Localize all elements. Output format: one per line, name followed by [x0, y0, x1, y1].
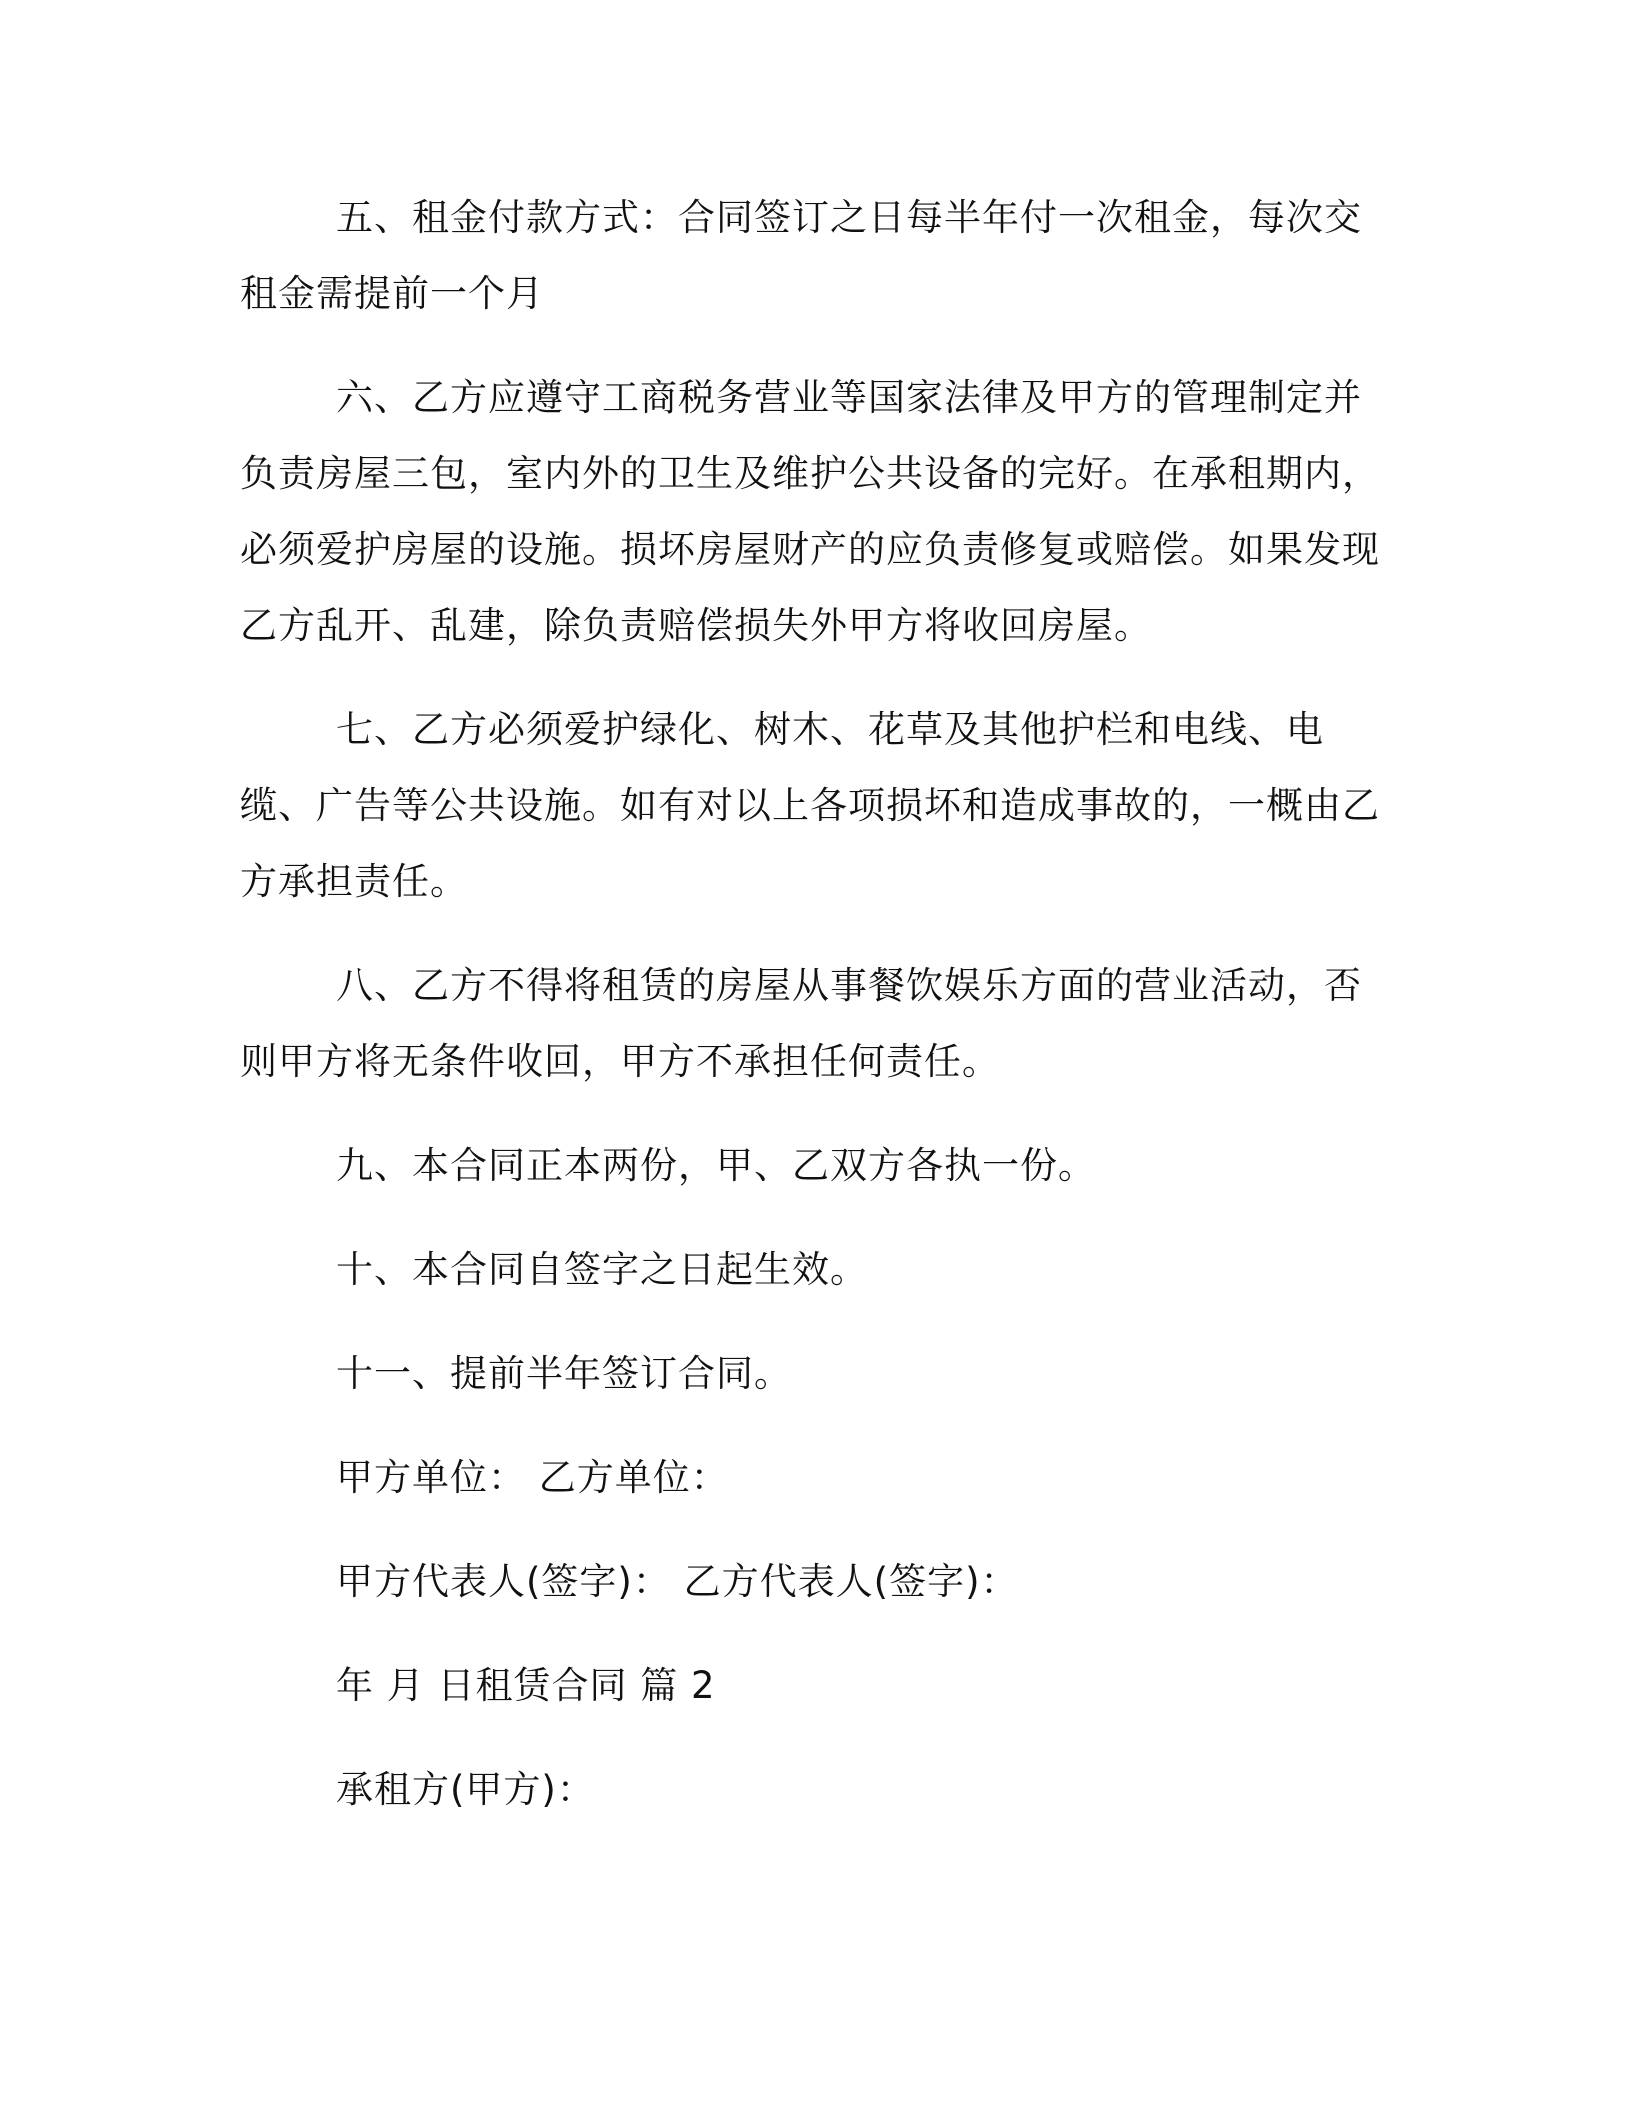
paragraph-gap [240, 1620, 1390, 1648]
paragraph-gap [240, 1516, 1390, 1544]
lessee-party-a-line: 承租方(甲方)： [336, 1768, 595, 1811]
clause-6-obligations: 六、乙方应遵守工商税务营业等国家法律及甲方的管理制定并负责房屋三包，室内外的卫生及维护公共设备的完好。在承租期内，必须爱护房屋的设施。损坏房屋财产的应负责修复或赔偿。如果发现乙方乱开、乱建，除负责赔偿损失外甲方将收回房屋。 [240, 376, 1380, 647]
party-units-line: 甲方单位： 乙方单位： [336, 1456, 729, 1499]
paragraph-gap [240, 1412, 1390, 1440]
paragraph-gap [240, 1724, 1390, 1752]
clause-11-renewal: 十一、提前半年签订合同。 [336, 1352, 792, 1395]
paragraph-gap [240, 1100, 1390, 1128]
paragraph-gap [240, 920, 1390, 948]
paragraph-gap [240, 1204, 1390, 1232]
paragraph-gap [240, 1308, 1390, 1336]
document-body [240, 180, 1390, 1828]
clause-10-effective: 十、本合同自签字之日起生效。 [336, 1248, 868, 1291]
clause-9-copies: 九、本合同正本两份，甲、乙双方各执一份。 [336, 1144, 1096, 1187]
clause-8-business-restriction: 八、乙方不得将租赁的房屋从事餐饮娱乐方面的营业活动，否则甲方将无条件收回，甲方不承担任何责任。 [240, 964, 1362, 1083]
party-representatives-line: 甲方代表人(签字)： 乙方代表人(签字)： [336, 1560, 1019, 1603]
paragraph-gap [240, 332, 1390, 360]
date-and-next-contract-heading: 年 月 日租赁合同 篇 2 [336, 1664, 716, 1707]
paragraph-gap [240, 664, 1390, 692]
clause-7-public-facilities: 七、乙方必须爱护绿化、树木、花草及其他护栏和电线、电缆、广告等公共设施。如有对以上各项损坏和造成事故的，一概由乙方承担责任。 [240, 708, 1380, 903]
clause-5-rent-payment: 五、租金付款方式：合同签订之日每半年付一次租金，每次交租金需提前一个月 [240, 196, 1362, 315]
